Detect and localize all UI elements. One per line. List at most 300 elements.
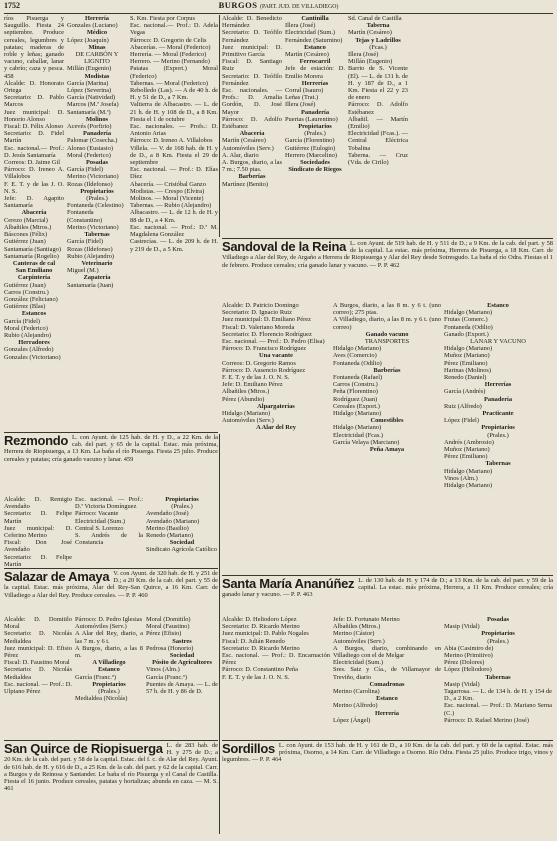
directory-entry: Tejas y Ladrillos <box>355 36 401 44</box>
rezmondo-column-b <box>75 496 143 566</box>
directory-entry: Carpintería <box>17 274 51 282</box>
directory-entry: Hidalgo (Mariano) <box>222 410 271 418</box>
directory-entry: Tabernas <box>485 460 511 468</box>
directory-entry: Pérez (Dolores) <box>444 659 485 667</box>
directory-entry: Martín (Cesáreo) <box>348 29 392 37</box>
directory-entry: Esc. nacional. — Prof.: D.ª Victoria Domínguez <box>75 496 143 511</box>
directory-entry: Secretario: D. Teófilo Fernández <box>222 29 282 44</box>
directory-entry: Modistas <box>84 72 110 80</box>
town-description: L. con Ayunt. de 153 hab. de H. y 161 de D., a 10 Km. de la cab. del part. y 60 de la capital. Estac. más próxima, Osorno, a 14 Km. Carr. de Villadiego a Osorno. Río Odra. Fiesta 25 julio. Produce trigo, vinos y legumbres. — P. P. 464 <box>222 742 553 764</box>
directory-entry: Alcalde: D. Domitilo Moral <box>4 616 72 631</box>
directory-entry: S. Andrés de la Constancia <box>75 532 143 547</box>
directory-entry: Moral (Faustino) <box>146 623 190 631</box>
directory-entry: Ferrocarril <box>299 58 331 66</box>
directory-entry: Carros (Constru.) <box>4 288 49 296</box>
directory-entry: Gutiérrez (Eulogio) <box>285 144 336 152</box>
directory-entry: DE CARBÓN Y LIGNITO <box>75 51 119 66</box>
header-rule <box>4 13 553 14</box>
directory-entry: Herradores <box>18 339 50 347</box>
directory-entry: Castrecías. — L. de 209 h. de H. y 219 de D., a 5 Km. <box>130 238 218 253</box>
directory-entry: Juez municipal: D. Ceferino Merino <box>4 524 72 540</box>
column-3 <box>130 15 218 335</box>
directory-entry: Herrero. — Merino (Fernando) <box>130 58 210 66</box>
directory-entry: Merino (Victoriano) <box>67 223 119 231</box>
directory-entry: Rebolledo (Las). — A de 40 h. de H. y 51 de D., a 7 Km. <box>130 87 218 102</box>
directory-entry: Hidalgo (Mariano) <box>444 345 493 353</box>
directory-entry: Acevés (Porfirio) <box>67 123 112 131</box>
directory-entry: Fontaneda (Odilio) <box>333 359 382 367</box>
directory-entry: Fontaneda (Constantino) <box>67 209 103 224</box>
directory-entry: Ganado (Export.) <box>444 330 489 338</box>
directory-entry: Santamaría (Santiago) <box>4 245 61 253</box>
directory-entry: Juez municipal: D. Primitivo García <box>222 43 282 59</box>
directory-entry: García Velaya (Marciano) <box>333 438 400 446</box>
directory-entry: Alpargaterías <box>257 402 295 410</box>
directory-entry: García (Marina) <box>67 79 109 87</box>
directory-entry: Automóviles (Serv.) <box>222 417 274 425</box>
directory-entry: Secretario: D. Teófilo Fernández <box>222 72 282 87</box>
directory-entry: Illera (José) <box>348 51 379 59</box>
directory-entry: Millán (Eugenio) <box>348 58 393 66</box>
directory-entry: Secretario: D. Felipe Martín <box>4 553 72 568</box>
directory-entry: Estanco <box>487 302 509 309</box>
directory-entry: Párroco: D. Ireneo A. Villalobos <box>4 166 64 181</box>
directory-entry: A Burgos, diario, a las 8 m. <box>75 644 143 660</box>
directory-entry: Estanco <box>304 43 326 51</box>
directory-entry: Medialdea (Nicolás) <box>75 695 128 703</box>
directory-entry: Taberna <box>366 22 390 30</box>
directory-entry: Puertas (Laurentino) <box>285 115 338 123</box>
directory-entry: F. E. T. y de las J. O. N. S. <box>4 180 64 195</box>
sandoval-column-b <box>333 302 441 572</box>
directory-entry: Tagarrosa. — L. de 134 h. de H. y 154 de D., a 2 Km. <box>444 688 552 703</box>
directory-entry: A Burgos, diario, a las 8 m. y 6 t. (uno correo); 275 ptas. <box>333 302 441 317</box>
directory-entry: Rozas (Ildefonso) <box>67 180 113 188</box>
directory-entry: Juez municipal: D. Efisio Pérez <box>4 644 72 660</box>
directory-entry: Taberna. — Cruz (Vda. de Cirilo) <box>348 151 408 167</box>
directory-entry: Párroco: D. Ausencio Rodríguez <box>222 366 306 374</box>
directory-entry: Albacastro. — L. de 12 h. de H. y 88 de D., a 4 Km. <box>130 209 218 224</box>
santa-maria-column-c <box>444 616 552 738</box>
directory-entry: Ganado vacuno <box>365 330 409 338</box>
column-2 <box>67 15 127 335</box>
directory-entry: Jefe: D. Fortunato Merino <box>333 616 400 623</box>
directory-entry: (Prales.) <box>487 637 509 645</box>
directory-entry: San Emiliano <box>15 267 53 275</box>
directory-entry: Pósito de Agricultores <box>152 659 212 667</box>
directory-entry: García (Fidel) <box>4 317 41 325</box>
directory-entry: Rubio (Alejandro) <box>67 252 115 260</box>
column-1 <box>4 15 64 361</box>
directory-entry: Propietarios <box>481 424 515 432</box>
directory-entry: Sociedades <box>300 159 330 167</box>
directory-entry: Secretario: D. Ignacio Ruiz <box>222 309 292 317</box>
directory-entry: Hidalgo (Mariano) <box>333 345 382 353</box>
town-name: Sordillos <box>222 741 275 756</box>
salazar-column-a <box>4 616 72 738</box>
directory-entry: (Fcas.) <box>369 43 387 51</box>
directory-entry: Propietarios <box>481 630 515 638</box>
directory-entry: Estanco <box>98 666 120 674</box>
directory-entry: Masip (Vidal) <box>444 623 480 631</box>
directory-entry: Villela. — V. de 168 hab. de H. y de D., a 8 Km. Fiesta el 29 de septiembre <box>130 144 218 167</box>
directory-entry: Fernández (Saturnino) <box>285 36 343 44</box>
directory-entry: Secretario: D. Ricardo Merino <box>222 623 300 631</box>
directory-entry: A Villadiego, diario, a las 8 m. y 6 t. (uno correo) <box>333 316 441 331</box>
directory-entry: Herrería. — Moral (Federico) <box>130 51 207 59</box>
directory-entry: Secretario: D. Fidel Martín <box>4 130 64 145</box>
directory-entry: Abacerías. — Moral (Federico) <box>130 43 211 51</box>
sandoval-column-a <box>222 302 330 572</box>
directory-entry: Secretario: D. Nicolás Medialdea <box>4 630 72 645</box>
directory-entry: Merino (Primitivo) <box>444 652 493 660</box>
directory-entry: Masip (Vidal) <box>444 680 480 688</box>
directory-entry: Fiscal: Don José Avendaño <box>4 539 72 554</box>
directory-entry: Pedrosa (Honorio) <box>146 644 194 652</box>
directory-entry: Fontaneda (Odilio) <box>444 323 493 331</box>
directory-entry: Gutiérrez (Juan) <box>4 281 46 289</box>
directory-entry: Sociedad <box>169 652 195 660</box>
town-description: L. de 130 hab. de H. y 174 de D.; a 13 Km. de la cab. del part. y 59 de la capital. La estac. más próxima, Herrera, a 11 Km. Produce cereales; cría ganado lanar y vacuno. — P. P. 463 <box>222 577 553 599</box>
directory-entry: Correos: D. Gregorio Ramos <box>222 359 296 367</box>
directory-entry: Tabernas. — Moral (Federico) <box>130 79 208 87</box>
directory-entry: Patatas (Export.) Moral (Federico) <box>130 65 218 80</box>
town-description: V. con Ayunt. de 320 hab. de H. y 251 de D.; a 20 Km. de la cab. del part. y 55 de la capital. Estac. más próxima, Alar del Rey-San Quirce, a 16 Km. Carr. de Villadiego a Alar del Rey. Produce cereales. — P. P. 460 <box>4 570 219 599</box>
directory-entry: Pérez (Abundio) <box>222 395 265 403</box>
directory-entry: Párroco: D. Adolfo Estébanez <box>222 115 282 131</box>
directory-entry: Fiscal: D. Julián Renedo <box>222 637 285 645</box>
directory-entry: Fiscal: D. Faustino Moral <box>4 659 70 667</box>
directory-entry: Leñas (Trat.) <box>285 94 319 102</box>
directory-entry: Abacería <box>21 209 47 217</box>
directory-entry: Esc. nacional. — Prof.: D. Encarnación Pérez <box>222 652 330 667</box>
directory-entry: Panadería <box>82 130 112 138</box>
directory-entry: Central S. Lorenzo <box>75 524 124 532</box>
directory-entry: Párroco: D. Francisco Rodríguez <box>222 345 307 353</box>
directory-entry: López (Ángel) <box>333 716 371 724</box>
directory-entry: Tabernas <box>485 673 511 681</box>
column-divider <box>219 15 220 237</box>
directory-entry: Estanco <box>376 695 398 703</box>
directory-entry: Párroco: D. Constantino Peña <box>222 666 298 674</box>
directory-entry: Albañiles (Mtros.) <box>222 388 270 396</box>
directory-entry: Cereales (Export.) <box>333 402 380 410</box>
directory-entry: Moral (Federico) <box>4 324 48 332</box>
directory-entry: A Alar del Rey, diario, a las 7 m. y 6 t. <box>75 630 143 645</box>
directory-entry: Hidalgo (Mariano) <box>333 424 382 432</box>
directory-entry: Martín (Cesáreo) <box>222 137 266 145</box>
town-name: Sandoval de la Reina <box>222 239 347 254</box>
town-name: San Quirce de Riopisuerga <box>4 741 163 756</box>
directory-entry: Comadronas <box>369 680 405 688</box>
directory-entry: Peña (Florentino) <box>333 388 378 396</box>
directory-entry: García (Fidel) <box>67 238 104 246</box>
directory-entry: Sociedad <box>169 539 195 547</box>
directory-entry: Fiscal: D. Valeriano Moreda <box>222 323 295 331</box>
directory-entry: Valtierra de Albacastro. — L. de 21 h. de H. y 108 de D., a 8 Km. Fiesta el 1 de octubre <box>130 101 218 123</box>
directory-entry: Secretario: D. Ricardo Merino <box>222 644 300 652</box>
town-description: L. de 283 hab. de H. y 275 de D.; a 20 Km. de la cab. del part. y 58 de la capital. Estac. del f. c. de Alar del Rey. Ayunt. de 616 hab. de H. y 616 de D., a 25 Km. de la cab. del part. y 62 de la capital. Carr. a Burgos y de Reinosa y Santander. Le baña el río Pisuerga y el Canal de Castilla. Fiesta el 16 junio. Produce cereales, patatas y hortalizas; abunda en caza. — M. S. 461 <box>4 742 218 793</box>
directory-entry: Párroco: D. Rafael Merino (José) <box>444 716 530 724</box>
salazar-column-c <box>146 616 218 738</box>
directory-entry: Alcalde: D. Patricio Domingo <box>222 302 299 309</box>
directory-entry: Vinos (Alm.) <box>146 666 180 674</box>
directory-entry: Millán (Eugenio) <box>67 65 112 73</box>
directory-entry: Jefe de estación: D. Emilio Morera <box>285 65 345 80</box>
santa-maria-column-b <box>333 616 441 738</box>
directory-entry: Posadas <box>85 159 109 167</box>
directory-entry: A. Alar, diario <box>222 151 259 159</box>
directory-entry: Herrero (Marcelino) <box>285 151 337 159</box>
directory-entry: (Prales.) <box>86 195 108 203</box>
directory-entry: Tabernas. — Rubio (Alejandro) <box>130 202 212 210</box>
directory-entry: Avendaño (Mariano) <box>146 517 200 525</box>
directory-entry: Tabernas <box>84 231 110 239</box>
directory-entry: A Alar del Rey <box>256 424 296 432</box>
directory-entry: Hidalgo (Mariano) <box>333 410 382 418</box>
directory-entry: Merino (Basilio) <box>146 524 189 532</box>
directory-entry: Santamaría (Juan) <box>67 281 114 289</box>
directory-entry: Barberías <box>238 173 266 181</box>
directory-entry: Alcalde: D. Benedicto Hernández <box>222 15 282 30</box>
directory-entry: Merino (Carolina) <box>333 688 380 696</box>
directory-entry: Aves (Comercio) <box>333 352 377 360</box>
town-name: Salazar de Amaya <box>4 569 110 584</box>
directory-entry: Santamaría (Rogelio) <box>4 252 59 260</box>
directory-entry: Electricidad (Sum.) <box>75 517 126 525</box>
directory-entry: López (Severina) <box>67 87 112 95</box>
directory-entry: Alcalde: D. Remigio Avendaño <box>4 496 72 511</box>
column-5 <box>285 15 345 235</box>
directory-entry: González (Feliciano) <box>4 295 58 303</box>
directory-entry: Sastres <box>172 637 192 645</box>
directory-entry: López (Fidel) <box>444 417 479 425</box>
town-san-quirce <box>4 742 218 837</box>
directory-entry: Molinos <box>85 115 108 123</box>
directory-entry: García (Florentino) <box>285 137 335 145</box>
directory-entry: Merino (Cástor) <box>333 630 375 638</box>
directory-entry: Secretario: D. Pablo Marcos <box>4 94 64 109</box>
santa-maria-column-a <box>222 616 330 738</box>
directory-entry: Modistas. — Crespo (Elvira) <box>130 187 205 195</box>
directory-entry: Merino (Victoriano) <box>67 173 119 181</box>
directory-entry: A. Burgos, diario, a las 7 m.; 7.50 ptas. <box>222 159 282 174</box>
directory-entry: Fontaneda (Celestino) <box>67 202 124 210</box>
directory-entry: Merino (Alfredo) <box>333 702 378 710</box>
directory-entry: Frutas (Comerc.) <box>444 316 488 324</box>
directory-entry: Médico <box>86 29 108 37</box>
directory-entry: Hidalgo (Mariano) <box>444 309 493 317</box>
directory-entry: Illera (José) <box>285 101 316 109</box>
directory-entry: Esc. nacional. — Prof.: D. Pedro (Elisa) <box>222 338 325 346</box>
directory-entry: Harinas (Molinos) <box>444 366 492 374</box>
directory-entry: Comestibles <box>370 417 404 425</box>
directory-entry: Corral (Isauro) <box>285 87 324 95</box>
directory-entry: Avendaño (José) <box>146 510 189 518</box>
directory-entry: (Prales.) <box>487 431 509 439</box>
directory-entry: S. Km. Fiesta por Corpus <box>130 15 195 22</box>
directory-entry: Illera (José) <box>285 22 316 30</box>
sandoval-column-c <box>444 302 552 572</box>
directory-entry: Carros (Constru.) <box>333 381 378 389</box>
directory-entry: Puentes de Amaya. — L. de 57 h. de H. y 86 de D. <box>146 680 218 696</box>
directory-entry: Automóviles (Serv.) <box>333 637 385 645</box>
directory-entry: Hidalgo (Mariano) <box>444 482 493 490</box>
directory-entry: Gutiérrez (Juan) <box>4 238 46 246</box>
directory-entry: Correos: D. Jaime Gil <box>4 159 61 167</box>
directory-entry: Sd. Canal de Castilla <box>348 15 402 22</box>
directory-entry: Sres. Saiz y Cía., de Villamayor de Treviño, diario <box>333 666 441 681</box>
directory-entry: Electricidad (Fcas.). — Central Eléctrica Tobalina <box>348 130 408 152</box>
directory-entry: Esc. nacional. — Prof.: D. Elías Díez <box>130 166 218 181</box>
column-divider <box>219 434 220 834</box>
directory-entry: Esc. nacional.— Prof.: D. Adela Vegas <box>130 22 218 37</box>
town-name: Rezmondo <box>4 433 69 448</box>
directory-entry: Párroco: Vacante <box>75 510 119 518</box>
directory-entry: Párroco: D. Pedro Iglesias <box>75 616 143 623</box>
directory-entry: Esc. nacional.— Prof.: D. Jesús Santamaría <box>4 144 64 159</box>
directory-entry: Fontaneda (Rafael) <box>333 374 383 382</box>
directory-entry: Renedo (Mariano) <box>146 532 194 540</box>
directory-entry: Herrerías <box>301 79 329 87</box>
directory-entry: Fiscal: D. Félix Alonso <box>4 123 64 131</box>
town-description: L. con Ayunt. de 125 hab. de H. y D., a 22 Km. de la cab. del part. y 65 de la capital. Estac. más próxima, Herrera de Riopisuerga, a 13 Km. La baña el río Pisuerga. Fiesta 25 julio. Produce cereales y patatas; cría ganado vacuno y lanar. 459 <box>4 434 218 463</box>
directory-entry: Electricidad (Fcas.) <box>333 431 384 439</box>
directory-entry: Párroco: D. Gregorio de Celis <box>130 36 207 44</box>
directory-entry: Palomar (Cosecha.) <box>67 137 118 145</box>
directory-entry: Panadería <box>300 108 330 116</box>
directory-entry: Cerezo (Marcial) <box>4 216 48 224</box>
directory-entry: Practicante <box>482 410 514 418</box>
directory-entry: Albañil. — Martín (Emilio) <box>348 115 408 131</box>
province-title: BURGOS <box>218 0 258 10</box>
directory-entry: Secretario: D. Felipe Martín <box>4 510 72 525</box>
salazar-column-b <box>75 616 143 738</box>
directory-entry: (Prales.) <box>171 503 193 511</box>
directory-entry: Propietarios <box>92 680 126 688</box>
directory-entry: Pérez (Emiliano) <box>444 453 488 461</box>
directory-entry: Báscones (Félix) <box>4 231 48 239</box>
directory-entry: Panadería <box>483 395 513 403</box>
column-4 <box>222 15 282 235</box>
directory-entry: Juez municipal: D. Emiliano Pérez <box>222 316 311 324</box>
directory-entry: Alonso (Eustasio) <box>67 144 113 152</box>
directory-entry: Propietarios <box>80 187 114 195</box>
directory-entry: Automóviles (Serv.) <box>222 144 274 152</box>
directory-entry: Santamaría (M.ª) <box>67 108 111 116</box>
directory-entry: Propietarios <box>298 123 332 131</box>
directory-entry: Albañiles (Mtros.) <box>4 223 52 231</box>
directory-entry: Albañiles (Mtros.) <box>333 623 381 631</box>
town-sordillos <box>222 742 553 837</box>
town-name: Santa María Ananúñez <box>222 576 355 591</box>
directory-entry: Abacería. — Cristóbal Ganzo <box>130 180 206 188</box>
directory-entry: Esc. nacionales. — Profs.: D. Antonio Arias <box>130 123 218 138</box>
directory-entry: García (Franc.º) <box>75 673 117 681</box>
directory-entry: Electricidad (Sum.) <box>333 659 384 667</box>
district-subtitle: (PART. JUD. DE VILLADIEGO) <box>260 4 339 10</box>
directory-entry: TRANSPORTES <box>364 338 410 346</box>
directory-entry: Herrerías <box>484 381 512 389</box>
directory-entry: Pérez (Emiliano) <box>444 359 488 367</box>
directory-entry: A Villadiego <box>92 659 126 667</box>
directory-entry: Gutiérrez (Blas) <box>4 303 46 311</box>
directory-entry: Esc. nacionales. — Profs.: D. Amalia Gordón, D. José Mayor <box>222 87 282 116</box>
directory-entry: Barberías <box>373 366 401 374</box>
directory-entry: (Prales.) <box>304 130 326 138</box>
directory-entry: Esc. nacional. — Prof.: D.ª M. Magdalena González <box>130 223 218 239</box>
directory-entry: Marcos (M.ª Josefa) <box>67 101 119 109</box>
directory-entry: Molinos. — Moral (Vicente) <box>130 195 204 203</box>
directory-entry: Gonzales (Luciano) <box>67 22 118 30</box>
directory-entry: Abacería <box>239 130 265 138</box>
directory-entry: Herrería <box>374 709 399 717</box>
directory-entry: F. E. T. y de las J. O. N. S. <box>222 374 290 382</box>
directory-entry: Una vacante <box>259 352 293 360</box>
directory-entry: Pérez (Efisio) <box>146 630 182 638</box>
town-rezmondo <box>4 434 218 494</box>
directory-entry: Gonzales (Victoriano) <box>4 353 61 361</box>
directory-entry: López (Heliodoro) <box>444 666 492 674</box>
directory-entry: Moral (Federico) <box>67 151 111 159</box>
directory-entry: A Burgos, diario, combinando en Villadiego con el de Melgar <box>333 644 441 660</box>
directory-entry: Fiscal: D. Santiago Ruiz <box>222 58 282 73</box>
directory-entry: Muñoz (Mariano) <box>444 446 490 454</box>
town-description: L. con Ayunt. de 519 hab. de H. y 511 de D.; a 9 Km. de la cab. del part. y 58 de la capital. La estac. más próxima, Herrera de Pisuerga, a 18 Km. Carr. de Villadiego a Alar del Rey, de Argaño a Herrera de Riopisuerga y Alar del Rey desde Sotresgudo. La baña el río Odra. Fiestas el 1 de febrero. Produce cereales; cría ganado lanar y vacuno. — P. P. 462 <box>222 240 553 269</box>
directory-entry: Esc. nacional. — Prof.: D. Ulpiano Pérez <box>4 680 72 696</box>
column-6 <box>348 15 408 235</box>
directory-entry: Abia (Casimiro de) <box>444 644 494 652</box>
rezmondo-column-a <box>4 496 72 566</box>
directory-entry: Moral (Domitilo) <box>146 616 191 623</box>
directory-entry: Veterinario <box>81 259 113 267</box>
directory-entry: Jefe: D. Agapito Santamaría <box>4 195 64 210</box>
directory-entry: Gonzales (Alfredo) <box>4 346 54 354</box>
page-title <box>4 2 553 11</box>
directory-entry: Muñoz (Mariano) <box>444 352 490 360</box>
directory-entry: Posadas <box>486 616 510 623</box>
directory-entry: Sindicato de Riegos <box>288 166 342 174</box>
directory-entry: Canteras de cal <box>12 259 56 267</box>
directory-entry: Martín (Cesáreo) <box>285 51 329 59</box>
directory-entry: Jefe: D. Emiliano Pérez <box>222 381 283 389</box>
directory-entry: Propietarios <box>165 496 199 503</box>
directory-entry: Alcalde: D. Heliodoro López <box>222 616 297 623</box>
directory-entry: LANAR Y VACUNO <box>470 338 526 346</box>
directory-entry: Rozas (Ildefonso) <box>67 245 113 253</box>
directory-entry: Estancos <box>21 310 47 318</box>
directory-entry: Secretario: D. Florencio Rodríguez <box>222 330 312 338</box>
directory-entry: García (Natividad) <box>67 94 116 102</box>
directory-entry: López (Joaquín) <box>67 36 109 44</box>
directory-entry: Esc. nacional. — Prof.: D. Mariano Serna (C.) <box>444 702 552 717</box>
page-number: 1752 <box>4 1 20 10</box>
directory-entry: Juez municipal: D. Honorio Alonso <box>4 108 64 123</box>
directory-entry: Vinos (Alm.) <box>444 474 478 482</box>
directory-entry: Párroco: D. Ireneo A. Villalobos <box>130 137 213 145</box>
directory-entry: Herrería <box>84 15 109 22</box>
directory-entry: Secretario: D. Nicolás Medialdea <box>4 666 72 681</box>
directory-entry: Andrés (Ambrosio) <box>444 438 494 446</box>
directory-entry: (Prales.) <box>98 688 120 696</box>
town-salazar <box>4 570 218 615</box>
town-sandoval <box>222 240 553 300</box>
directory-entry: Minas <box>88 43 106 51</box>
directory-entry: Párroco: D. Adolfo Estébanez <box>348 101 408 116</box>
directory-entry: F. E. T. y de las J. O. N. S. <box>222 673 290 681</box>
rezmondo-column-c <box>146 496 218 566</box>
directory-entry: Automóviles (Serv.) <box>75 623 127 631</box>
